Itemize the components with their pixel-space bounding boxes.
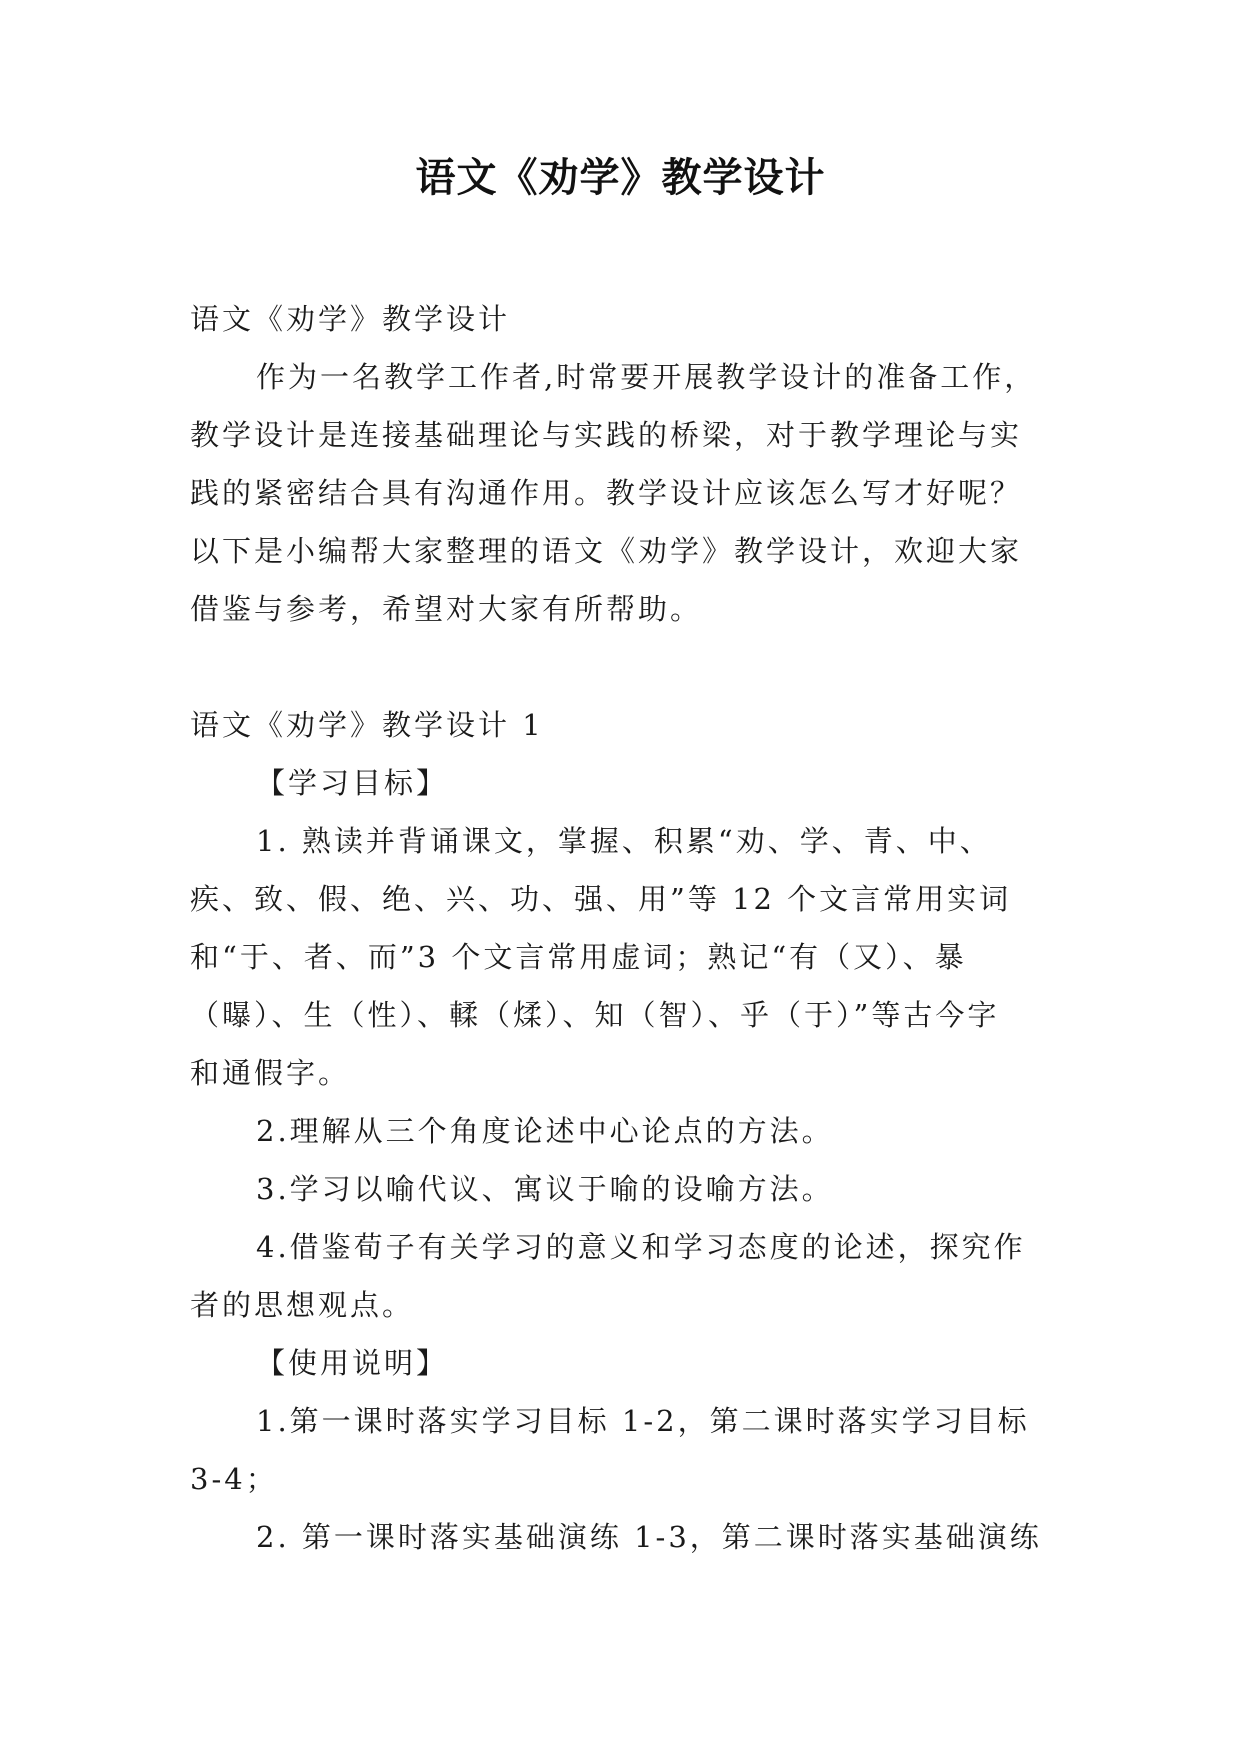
document-title: 语文《劝学》教学设计 [415, 155, 826, 201]
text-line: 践的紧密结合具有沟通作用。教学设计应该怎么写才好呢？ [190, 476, 1023, 510]
text-line: 以下是小编帮大家整理的语文《劝学》教学设计，欢迎大家 [190, 534, 1023, 568]
text-line: 疾、致、假、绝、兴、功、强、用”等 12 个文言常用实词 [190, 882, 1012, 916]
paragraph-gap [190, 638, 1052, 696]
text-line: 4.借鉴荀子有关学习的意义和学习态度的论述，探究作 [256, 1230, 1026, 1264]
text-line: 借鉴与参考，希望对大家有所帮助。 [190, 592, 703, 626]
text-line: 【使用说明】 [256, 1346, 449, 1380]
text-line: 3.学习以喻代议、寓议于喻的设喻方法。 [256, 1172, 834, 1206]
document-body [190, 290, 1052, 1566]
text-line: 1. 熟读并背诵课文，掌握、积累“劝、学、青、中、 [256, 824, 992, 858]
text-line: 和通假字。 [190, 1056, 351, 1090]
text-line: 3-4； [190, 1462, 278, 1496]
text-line: 1.第一课时落实学习目标 1-2，第二课时落实学习目标 [256, 1404, 1030, 1438]
text-line: 者的思想观点。 [190, 1288, 415, 1322]
text-line: 2. 第一课时落实基础演练 1-3，第二课时落实基础演练 [256, 1520, 1042, 1554]
text-line: 和“于、者、而”3 个文言常用虚词；熟记“有（又）、暴 [190, 940, 967, 974]
text-line: 作为一名教学工作者,时常要开展教学设计的准备工作， [256, 360, 1037, 394]
text-line: 语文《劝学》教学设计 [190, 302, 511, 336]
text-line: 【学习目标】 [256, 766, 449, 800]
text-line: 2.理解从三个角度论述中心论点的方法。 [256, 1114, 834, 1148]
text-line: （曝）、生（性）、輮（煣）、知（智）、乎（于）”等古今字 [190, 998, 1000, 1032]
text-line: 教学设计是连接基础理论与实践的桥梁，对于教学理论与实 [190, 418, 1023, 452]
text-line: 语文《劝学》教学设计 1 [190, 708, 544, 742]
